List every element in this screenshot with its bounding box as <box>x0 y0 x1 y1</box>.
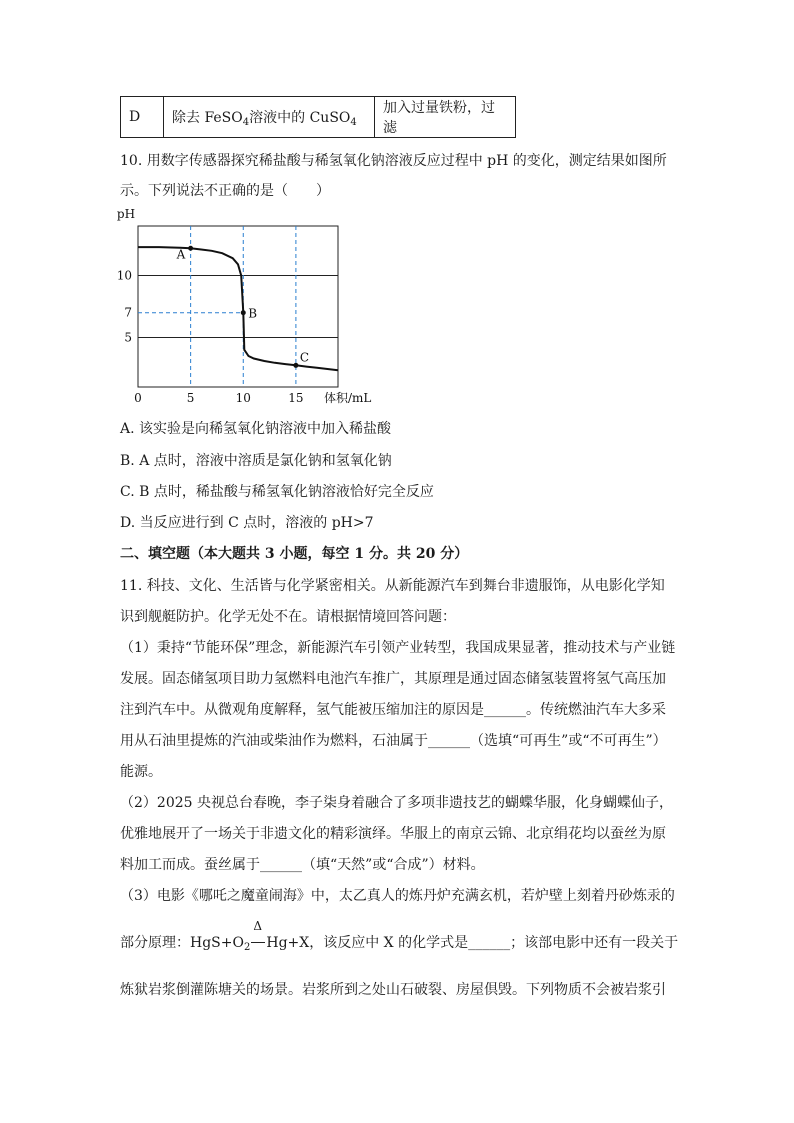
q11-p3-line2: 部分原理：$HgS+O_2$ Δ Hg+X，该反应中 X 的化学式是______；该部电影中还有一段关于 <box>120 919 679 953</box>
y-tick-label: 10 <box>116 268 132 283</box>
q10-option-d: D. 当反应进行到 C 点时，溶液的 pH>7 <box>120 515 374 531</box>
q11-p1-line5: 能源。 <box>120 764 162 780</box>
table-cell-option: D <box>121 97 164 138</box>
q10-option-c: C. B 点时，稀盐酸与稀氢氧化钠溶液恰好完全反应 <box>120 484 434 500</box>
point-label-a: A <box>176 247 186 262</box>
y-tick-label: 7 <box>124 305 132 320</box>
point-a <box>188 246 193 251</box>
ph-chart-svg <box>100 200 400 410</box>
q11-p2-line1: （2）2025 央视总台春晚，李子柒身着融合了多项非遗技艺的蝴蝶华服，化身蝴蝶仙子， <box>120 795 673 811</box>
q11-intro-line1: 11. 科技、文化、生活皆与化学紧密相关。从新能源汽车到舞台非遗服饰，从电影化学知 <box>120 578 665 594</box>
q11-intro-line2: 识到舰艇防护。化学无处不在。请根据情境回答问题： <box>120 609 456 625</box>
q11-p2-line3: 料加工而成。蚕丝属于______（填“天然”或“合成”）材料。 <box>120 857 485 873</box>
table-cell-method: 加入过量铁粉，过滤 <box>375 97 516 138</box>
reaction-arrow <box>251 942 265 943</box>
q10-option-b: B. A 点时，溶液中溶质是氯化钠和氢氧化钠 <box>120 453 392 469</box>
section-heading: 二、填空题（本大题共 3 小题，每空 1 分。共 20 分） <box>120 546 469 562</box>
q11-p1-line2: 发展。固态储氢项目助力氢燃料电池汽车推广，其原理是通过固态储氢装置将氢气高压加 <box>120 671 666 687</box>
q11-p3-line1: （3）电影《哪吒之魔童闹海》中，太乙真人的炼丹炉充满玄机，若炉壁上刻着丹砂炼汞的 <box>120 888 675 904</box>
y-tick-label: 5 <box>124 330 132 345</box>
point-c <box>293 363 298 368</box>
point-label-b: B <box>248 306 258 321</box>
point-label-c: C <box>299 350 310 365</box>
table-row <box>121 97 516 138</box>
q11-p1-line4: 用从石油里提炼的汽油或柴油作为燃料，石油属于______（选填“可再生”或“不可再生”） <box>120 733 667 749</box>
q11-p3-line3: 炼狱岩浆倒灌陈塘关的场景。岩浆所到之处山石破裂、房屋倶毁。下列物质不会被岩浆引 <box>120 982 666 998</box>
x-tick-label: 10 <box>235 391 251 405</box>
q11-p2-line2: 优雅地展开了一场关于非遗文化的精彩演绎。华服上的南京云锦、北京绢花均以蚕丝为原 <box>120 826 666 842</box>
q10-stem-line1: 10. 用数字传感器探究稀盐酸与稀氢氧化钠溶液反应过程中 pH 的变化，测定结果如图所 <box>120 153 667 169</box>
x-tick-label: 5 <box>186 391 195 405</box>
options-table <box>120 96 516 138</box>
y-axis-label: pH <box>116 207 136 221</box>
ph-chart <box>100 200 400 410</box>
q11-p1-line3: 注到汽车中。从微观角度解释，氢气能被压缩加注的原因是______。传统燃油汽车大多采 <box>120 702 666 718</box>
x-tick-label: 0 <box>134 391 142 405</box>
reaction-condition: Δ <box>250 935 266 951</box>
q10-option-a: A. 该实验是向稀氢氧化钠溶液中加入稀盐酸 <box>120 421 392 437</box>
point-b <box>241 310 246 315</box>
q10-stem-line2: 示。下列说法不正确的是（ ） <box>120 183 330 199</box>
q11-p1-line1: （1）秉持“节能环保”理念，新能源汽车引领产业转型，我国成果显著，推动技术与产业链 <box>120 640 676 656</box>
table-cell-purpose: 除去 FeSO$_4$溶液中的 CuSO$_4$ <box>164 97 375 138</box>
x-tick-label: 15 <box>288 391 304 405</box>
x-axis-label: 体积/mL <box>324 391 372 405</box>
